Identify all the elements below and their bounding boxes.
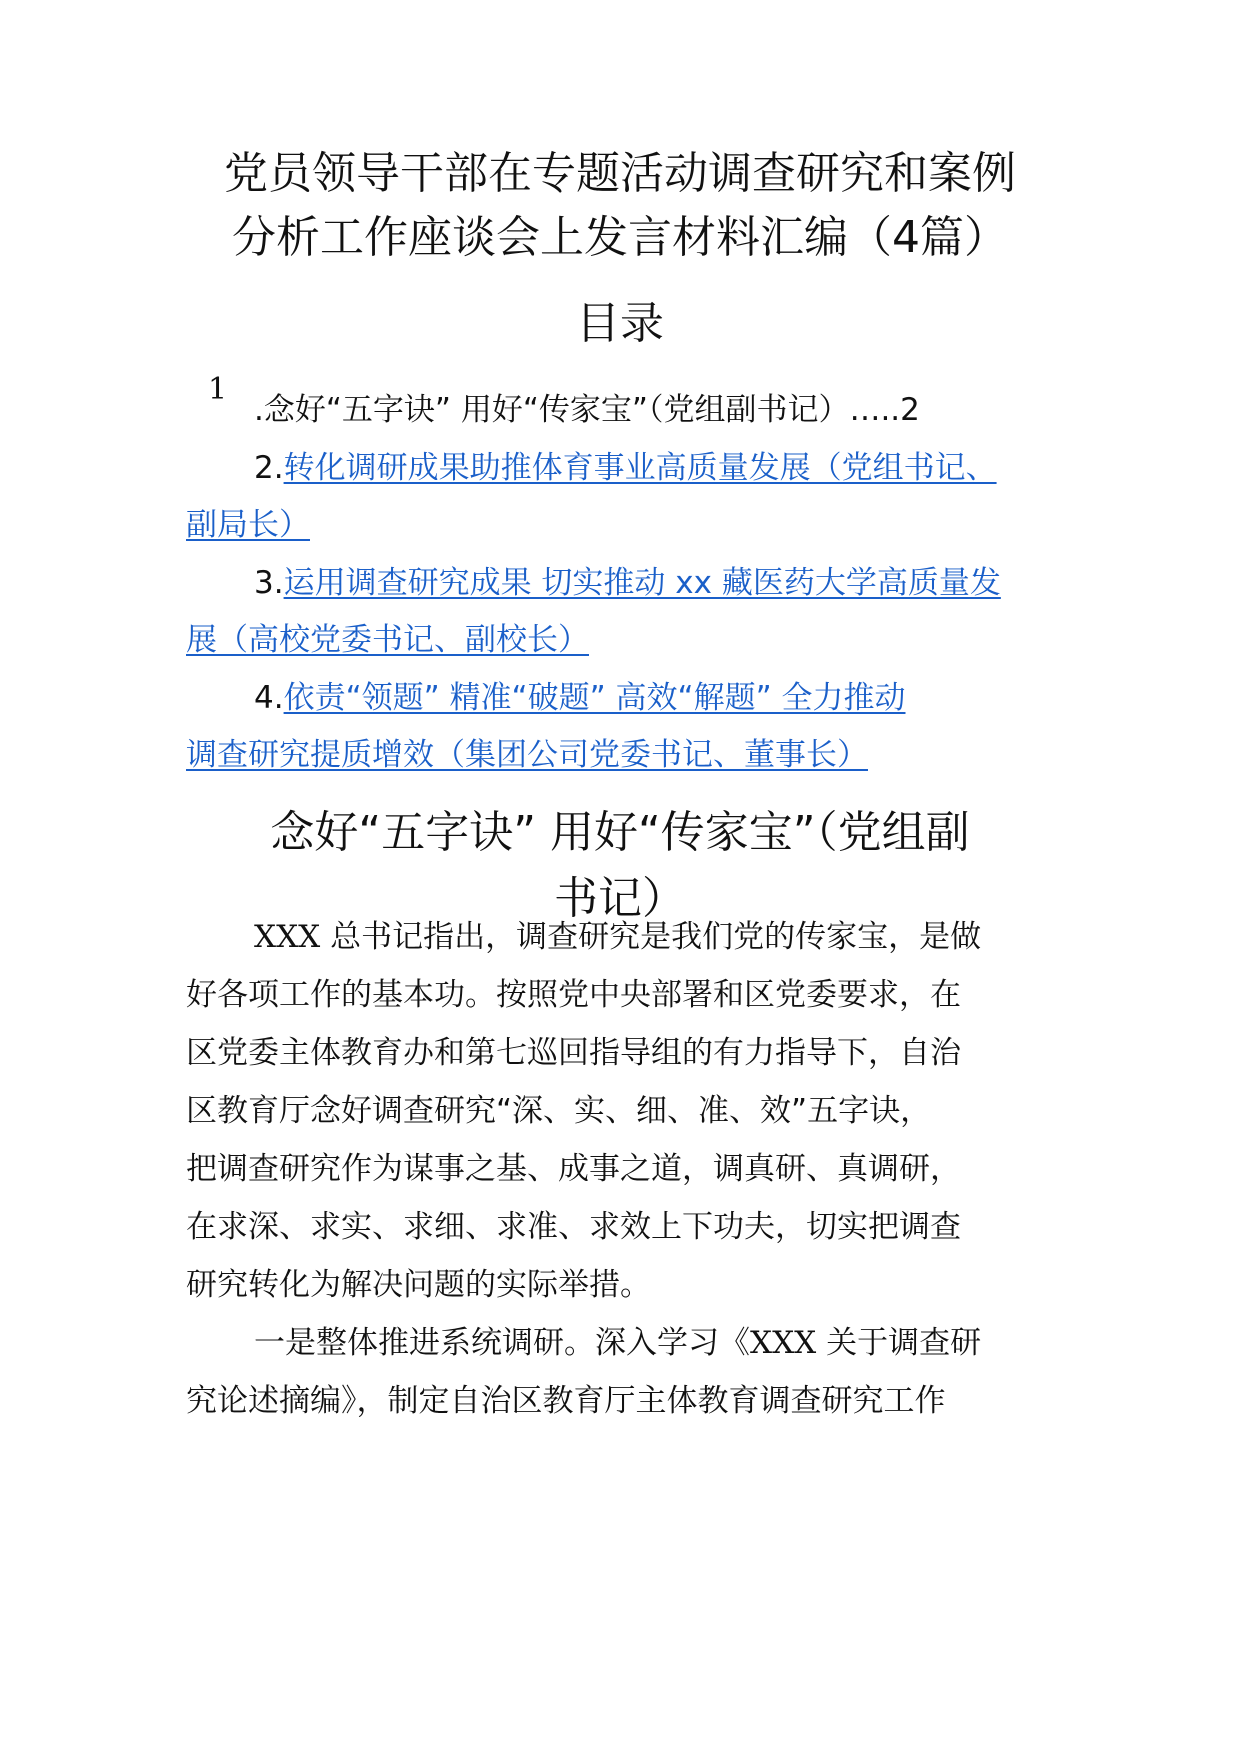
toc-item-1[interactable]: [254, 390, 920, 430]
paragraph-2-line: 究论述摘编》，制定自治区教育厅主体教育调查研究工作: [186, 1383, 946, 1419]
paragraph-1-line: [254, 917, 981, 957]
section-title-line: 念好“五字诀” 用好“传家宝”（党组副: [270, 807, 970, 858]
toc-item-2-link-cont[interactable]: 副局长）: [186, 507, 310, 543]
paragraph-1-line: 好各项工作的基本功。按照党中央部署和区党委要求，在: [186, 977, 961, 1013]
toc-item-3-cont[interactable]: [186, 620, 589, 660]
toc-item-3[interactable]: [254, 563, 1001, 603]
paragraph-1-lead: XXX: [254, 919, 321, 955]
document-title-line: 党员领导干部在专题活动调查研究和案例: [224, 148, 1016, 199]
paragraph-1-line: 区党委主体教育办和第七巡回指导组的有力指导下，自治: [186, 1035, 961, 1071]
paragraph-2-line: [254, 1323, 981, 1363]
toc-item-4-link[interactable]: 依责“领题” 精准“破题” 高效“解题” 全力推动: [283, 680, 906, 716]
document-title-line: 分析工作座谈会上发言材料汇编（4篇）: [232, 212, 1008, 263]
toc-item-4[interactable]: [254, 678, 906, 718]
toc-item-2-cont[interactable]: [186, 505, 310, 545]
toc-heading: 目录: [576, 298, 664, 349]
section-title-line: 书记）: [554, 873, 686, 924]
paragraph-1-line: 在求深、求实、求细、求准、求效上下功夫，切实把调查: [186, 1209, 961, 1245]
toc-item-2[interactable]: [254, 448, 997, 488]
toc-item-number: 2.: [254, 450, 284, 486]
paragraph-1-line: 把调查研究作为谋事之基、成事之道，调真研、真调研，: [186, 1151, 961, 1187]
paragraph-2-prefix: 一是整体推进系统调研。深入学习《: [254, 1325, 750, 1361]
document-title: [180, 142, 1060, 270]
toc-item-number: 3.: [254, 565, 284, 601]
toc-marker: 1: [208, 372, 228, 407]
toc-item-3-link-cont[interactable]: 展（高校党委书记、副校长）: [186, 622, 589, 658]
toc-item-4-link-cont[interactable]: 调查研究提质增效（集团公司党委书记、董事长）: [186, 737, 868, 773]
paragraph-1-line: 区教育厅念好调查研究“深、实、细、准、效”五字诀，: [186, 1093, 932, 1129]
paragraph-2-lead: XXX: [750, 1325, 817, 1361]
paragraph-1-text: 总书记指出，调查研究是我们党的传家宝，是做: [320, 919, 982, 955]
toc-item-2-link[interactable]: 转化调研成果助推体育事业高质量发展（党组书记、: [283, 450, 997, 486]
toc-item-3-link[interactable]: 运用调查研究成果 切实推动 xx 藏医药大学高质量发: [283, 565, 1001, 601]
toc-item-1-text: .念好“五字诀” 用好“传家宝”（党组副书记）…..2: [254, 392, 920, 428]
paragraph-2-suffix: 关于调查研: [816, 1325, 982, 1361]
paragraph-1-line: 研究转化为解决问题的实际举措。: [186, 1267, 651, 1303]
section-title: [180, 800, 1060, 932]
toc-item-4-cont[interactable]: [186, 735, 868, 775]
toc-item-number: 4.: [254, 680, 284, 716]
